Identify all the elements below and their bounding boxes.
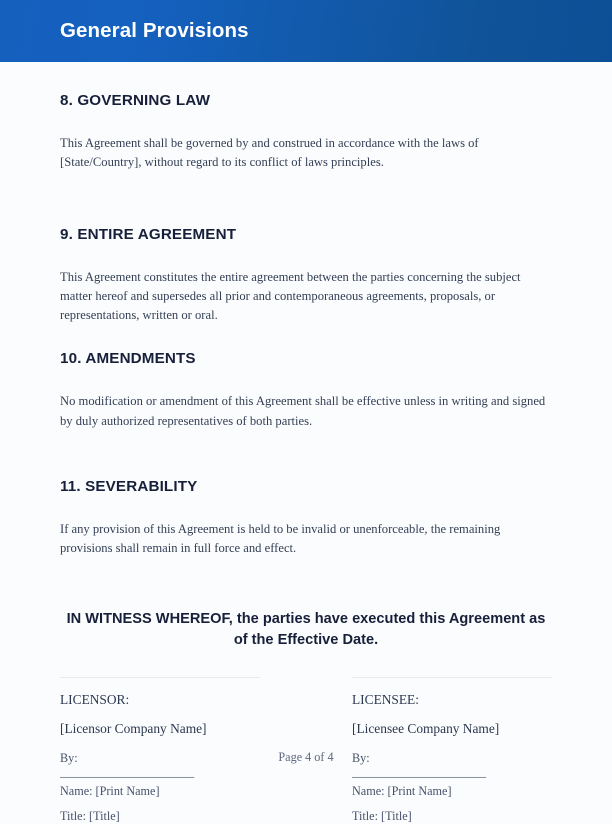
section-text-entire-agreement: This Agreement constitutes the entire agreement between the parties concerning the subject matter hereof and supersedes all prior and contemporaneous agreements, proposals, or representations, written or oral. bbox=[60, 269, 521, 323]
licensee-print-name-line[interactable]: Name: [Print Name] bbox=[352, 783, 452, 798]
licensee-by-label: By: bbox=[352, 750, 370, 765]
section-severability bbox=[60, 431, 552, 559]
section-entire-agreement bbox=[60, 173, 552, 326]
section-heading-governing-law: 8. GOVERNING LAW bbox=[60, 92, 211, 109]
licensor-by-label: By: bbox=[60, 750, 78, 765]
witness-clause: IN WITNESS WHEREOF, the parties have executed this Agreement as of the Effective Date. bbox=[66, 610, 546, 648]
section-text-amendments: No modification or amendment of this Agreement shall be effective unless in writing and signed by duly authorized representatives of both parties. bbox=[60, 394, 546, 428]
licensee-company-name: [Licensee Company Name] bbox=[352, 720, 500, 736]
signature-divider-licensee bbox=[352, 677, 552, 678]
section-amendments bbox=[60, 325, 552, 431]
document-header-banner bbox=[0, 0, 612, 62]
licensor-signature-line[interactable]: ______________________ bbox=[60, 766, 195, 779]
licensee-signature-line[interactable]: ______________________ bbox=[352, 766, 487, 779]
section-heading-amendments: 10. AMENDMENTS bbox=[60, 350, 196, 368]
licensor-company-name: [Licensor Company Name] bbox=[60, 720, 207, 736]
page-number-footer: Page 4 of 4 bbox=[278, 750, 334, 764]
licensor-title-line[interactable]: Title: [Title] bbox=[60, 809, 120, 824]
licensor-print-name-line[interactable]: Name: [Print Name] bbox=[60, 783, 160, 798]
licensee-party-label: LICENSEE: bbox=[352, 691, 419, 707]
licensor-party-label: LICENSOR: bbox=[60, 691, 130, 707]
section-governing-law bbox=[60, 62, 552, 173]
section-text-severability: If any provision of this Agreement is held to be invalid or unenforceable, the remaining provisions shall remain in full force and effect. bbox=[60, 522, 501, 556]
section-heading-entire-agreement: 9. ENTIRE AGREEMENT bbox=[60, 225, 237, 243]
licensee-title-line[interactable]: Title: [Title] bbox=[352, 809, 412, 824]
signature-area bbox=[60, 651, 552, 824]
section-heading-severability: 11. SEVERABILITY bbox=[60, 478, 198, 496]
signature-divider-licensor bbox=[60, 677, 260, 678]
page-title: General Provisions bbox=[60, 18, 249, 42]
document-body bbox=[0, 62, 612, 824]
section-text-governing-law: This Agreement shall be governed by and construed in accordance with the laws of [State/Country], without regard to its conflict of laws principles. bbox=[60, 136, 479, 170]
